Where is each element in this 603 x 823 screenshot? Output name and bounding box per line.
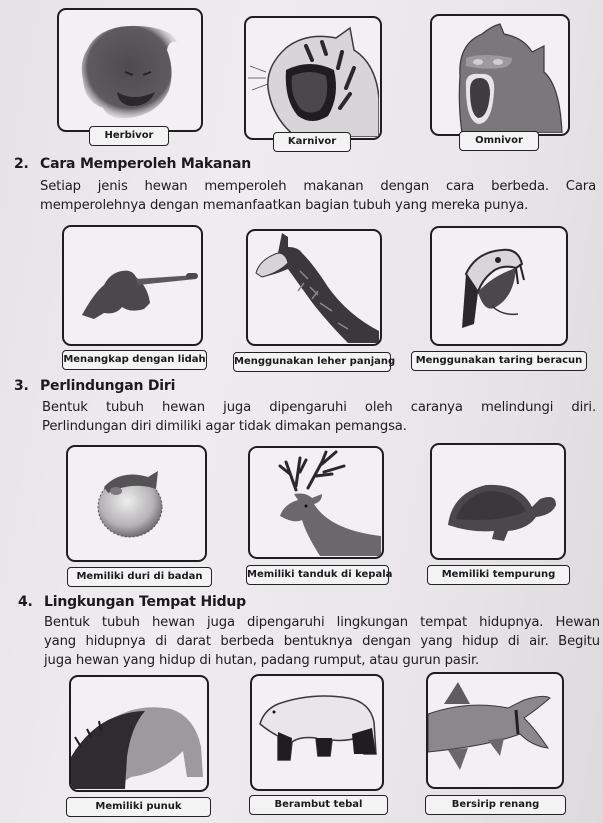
section-2-heading bbox=[14, 156, 251, 172]
herbivore-animal-icon bbox=[59, 10, 200, 129]
fish-icon bbox=[428, 674, 561, 786]
label-swim-fins: Bersirip renang bbox=[425, 795, 566, 815]
paragraph-line: Perlindungan diri dimiliki agar tidak dimakan pemangsa. bbox=[42, 419, 407, 434]
label-thick-fur: Berambut tebal bbox=[249, 795, 388, 815]
label-venomous-fangs: Menggunakan taring beracun bbox=[411, 351, 587, 371]
section-3-paragraph bbox=[42, 398, 596, 436]
pufferfish-picture-frame bbox=[66, 445, 207, 562]
section-2-paragraph bbox=[40, 177, 596, 215]
polar-bear-picture-frame bbox=[250, 674, 384, 791]
section-number: 2. bbox=[14, 156, 29, 172]
frog-tongue-icon bbox=[64, 227, 200, 343]
fish-picture-frame bbox=[426, 672, 564, 789]
section-title: Perlindungan Diri bbox=[40, 378, 176, 394]
label-spiny-body: Memiliki duri di badan bbox=[67, 567, 212, 587]
section-number: 3. bbox=[14, 378, 29, 394]
paragraph-line: juga hewan yang hidup di hutan, padang rumput, atau gurun pasir. bbox=[44, 653, 480, 668]
turtle-picture-frame bbox=[430, 443, 566, 560]
camel-icon bbox=[71, 677, 206, 789]
section-3-heading bbox=[14, 378, 175, 394]
snake-icon bbox=[432, 228, 565, 343]
label-shell: Memiliki tempurung bbox=[427, 565, 570, 585]
section-title: Lingkungan Tempat Hidup bbox=[44, 594, 246, 610]
polar-bear-icon bbox=[252, 676, 381, 788]
label-long-neck: Menggunakan leher panjang bbox=[233, 352, 391, 372]
label-herbivore: Herbivor bbox=[89, 126, 169, 146]
carnivore-picture-frame bbox=[244, 16, 382, 140]
paragraph-line: memperolehnya dengan memanfaatkan bagian tubuh yang mereka punya. bbox=[40, 198, 529, 213]
tiger-icon bbox=[246, 18, 379, 137]
omnivore-picture-frame bbox=[430, 14, 570, 136]
label-antlers: Memiliki tanduk di kepala bbox=[246, 565, 389, 585]
section-number: 4. bbox=[18, 594, 33, 610]
snake-picture-frame bbox=[430, 226, 568, 346]
monkey-icon bbox=[432, 16, 567, 133]
camel-picture-frame bbox=[69, 675, 209, 792]
label-omnivore: Omnivor bbox=[459, 131, 539, 151]
section-4-paragraph bbox=[44, 613, 600, 670]
paragraph-line: Setiap jenis hewan memperoleh makanan dengan cara berbeda. Cara bbox=[40, 179, 596, 194]
section-4-heading bbox=[18, 594, 246, 610]
paragraph-line: Bentuk tubuh hewan juga dipengaruhi oleh caranya melindungi diri. bbox=[42, 400, 596, 415]
label-carnivore: Karnivor bbox=[273, 132, 351, 152]
giraffe-icon bbox=[248, 231, 379, 343]
label-catch-with-tongue: Menangkap dengan lidah bbox=[62, 350, 207, 370]
section-title: Cara Memperoleh Makanan bbox=[40, 156, 252, 172]
turtle-icon bbox=[432, 445, 563, 557]
deer-picture-frame bbox=[248, 446, 384, 559]
giraffe-picture-frame bbox=[246, 229, 382, 346]
paragraph-line: Bentuk tubuh hewan juga dipengaruhi lingkungan tempat hidupnya. Hewan bbox=[44, 615, 600, 630]
pufferfish-icon bbox=[68, 447, 204, 559]
herbivore-picture-frame bbox=[57, 8, 203, 132]
paragraph-line: yang hidupnya di darat berbeda bentuknya dengan yang hidup di air. Begitu bbox=[44, 634, 600, 649]
deer-icon bbox=[250, 448, 381, 556]
frog-picture-frame bbox=[62, 225, 203, 346]
label-hump: Memiliki punuk bbox=[66, 797, 211, 817]
